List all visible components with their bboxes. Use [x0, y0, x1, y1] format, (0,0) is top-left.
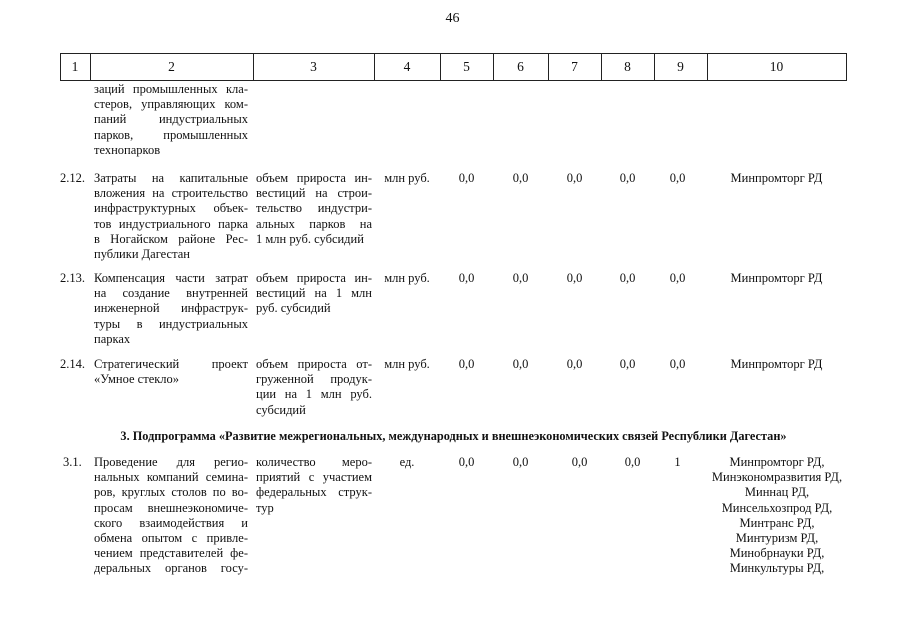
text-line: обмена опытом с привле- [94, 531, 248, 546]
text-line: просам внешнеэкономиче- [94, 500, 248, 515]
text-line: на создание внутренней [94, 286, 248, 301]
header-cell: 6 [517, 59, 524, 74]
row-number: 3.1. [63, 455, 82, 469]
text-line: парков, промышленных [94, 127, 248, 142]
text-line: субсидий [256, 402, 306, 417]
header-cell: 8 [624, 59, 631, 74]
section-title: 3. Подпрограмма «Развитие межрегиональных, международных и внешнеэкономических связей Республики Дагестан» [120, 429, 787, 443]
row-value: 0,0 [512, 171, 529, 185]
text-line: объем прироста ин- [256, 271, 372, 285]
header-cell: 2 [168, 59, 175, 74]
row-number: 2.14. [60, 357, 85, 371]
row-value: 0,0 [619, 357, 636, 371]
row-value: 0,0 [566, 357, 583, 371]
text-line: объем прироста от- [256, 357, 372, 371]
executor-line: Минсельхозпрод РД, [721, 500, 833, 515]
row-value: 0,0 [619, 171, 636, 185]
row-value: 1 [674, 455, 681, 469]
text-line: туры в индустриальных [94, 316, 248, 331]
text-line: груженной продук- [256, 372, 372, 387]
text-line: вложения на строительство [94, 186, 248, 201]
header-cell: 5 [463, 59, 470, 74]
text-line: ского взаимодействия и [94, 515, 248, 530]
text-line: Стратегический проект [94, 357, 248, 371]
row-executor: Минпромторг РД [730, 171, 823, 185]
text-line: Проведение для регио- [94, 455, 248, 469]
row-number: 2.13. [60, 271, 85, 285]
row-indicator [256, 171, 372, 247]
text-line: объем прироста ин- [256, 171, 372, 185]
row-unit: ед. [399, 455, 415, 469]
row-value: 0,0 [566, 271, 583, 285]
executor-line: Миннац РД, [744, 485, 810, 500]
header-cell: 9 [677, 59, 684, 74]
row-unit: млн руб. [384, 171, 430, 185]
row-executor: Минпромторг РД [730, 271, 823, 285]
row-value: 0,0 [458, 357, 475, 371]
text-line: тур [256, 500, 274, 515]
row-value: 0,0 [669, 171, 686, 185]
text-line: ров, круглых столов по во- [94, 485, 248, 500]
text-line: инфраструктурных объек- [94, 201, 248, 216]
executor-line: Минкультуры РД, [729, 561, 825, 576]
row-indicator [256, 271, 372, 317]
executor-line: Минтуризм РД, [735, 531, 819, 546]
executor-line: Минобрнауки РД, [729, 546, 825, 561]
text-line: вестиций на строи- [256, 186, 372, 201]
executor-line: Минтранс РД, [739, 515, 815, 530]
row-indicator [256, 357, 372, 418]
row-description [94, 455, 248, 577]
row-value: 0,0 [512, 357, 529, 371]
row-value: 0,0 [458, 171, 475, 185]
page-number: 46 [445, 11, 460, 26]
row-cont-description [94, 82, 248, 158]
text-line: тельство индустри- [256, 201, 372, 216]
text-line: тов индустриального парка [94, 216, 248, 231]
text-line: вестиций на 1 млн [256, 286, 372, 301]
text-line: «Умное стекло» [94, 372, 180, 387]
text-line: руб. субсидий [256, 301, 331, 316]
text-line: в Ногайском районе Рес- [94, 231, 248, 246]
header-cell: 10 [769, 59, 784, 74]
row-value: 0,0 [624, 455, 641, 469]
text-line: чением представителей фе- [94, 546, 248, 561]
text-line: деральных органов госу- [94, 561, 248, 576]
row-value: 0,0 [512, 455, 529, 469]
text-line: инженерной инфраструк- [94, 301, 248, 316]
row-value: 0,0 [458, 271, 475, 285]
text-line: ции на 1 млн руб. [256, 387, 372, 402]
text-line: паний индустриальных [94, 112, 248, 127]
row-value: 0,0 [571, 455, 588, 469]
text-line: федеральных струк- [256, 485, 372, 500]
text-line: стеров, управляющих ком- [94, 97, 248, 112]
header-cell: 4 [403, 59, 411, 74]
row-unit: млн руб. [384, 357, 430, 371]
row-executor [697, 455, 857, 577]
row-value: 0,0 [669, 271, 686, 285]
row-value: 0,0 [458, 455, 475, 469]
row-indicator [256, 455, 372, 516]
executor-line: Минпромторг РД, [729, 455, 825, 469]
text-line: количество меро- [256, 455, 372, 469]
text-line: технопарков [94, 142, 161, 157]
text-line: Затраты на капитальные [94, 171, 248, 185]
text-line: 1 млн руб. субсидий [256, 231, 364, 246]
text-line: публики Дагестан [94, 247, 190, 262]
text-line: заций промышленных кла- [94, 82, 248, 96]
row-number: 2.12. [60, 171, 85, 185]
row-value: 0,0 [512, 271, 529, 285]
row-description [94, 171, 248, 262]
row-description [94, 357, 248, 387]
text-line: альных парков на [256, 216, 372, 231]
header-cell: 3 [310, 59, 317, 74]
row-value: 0,0 [669, 357, 686, 371]
text-line: приятий с участием [256, 470, 372, 485]
col-divider [846, 54, 847, 80]
row-description [94, 271, 248, 347]
text-line: нальных компаний семина- [94, 470, 248, 485]
header-cell: 1 [71, 59, 79, 74]
row-value: 0,0 [566, 171, 583, 185]
table-header [60, 53, 847, 81]
text-line: парках [94, 331, 131, 346]
header-cell: 7 [571, 59, 578, 74]
row-executor: Минпромторг РД [730, 357, 823, 371]
text-line: Компенсация части затрат [94, 271, 248, 285]
row-unit: млн руб. [384, 271, 430, 285]
row-value: 0,0 [619, 271, 636, 285]
executor-line: Минэкономразвития РД, [711, 470, 843, 485]
